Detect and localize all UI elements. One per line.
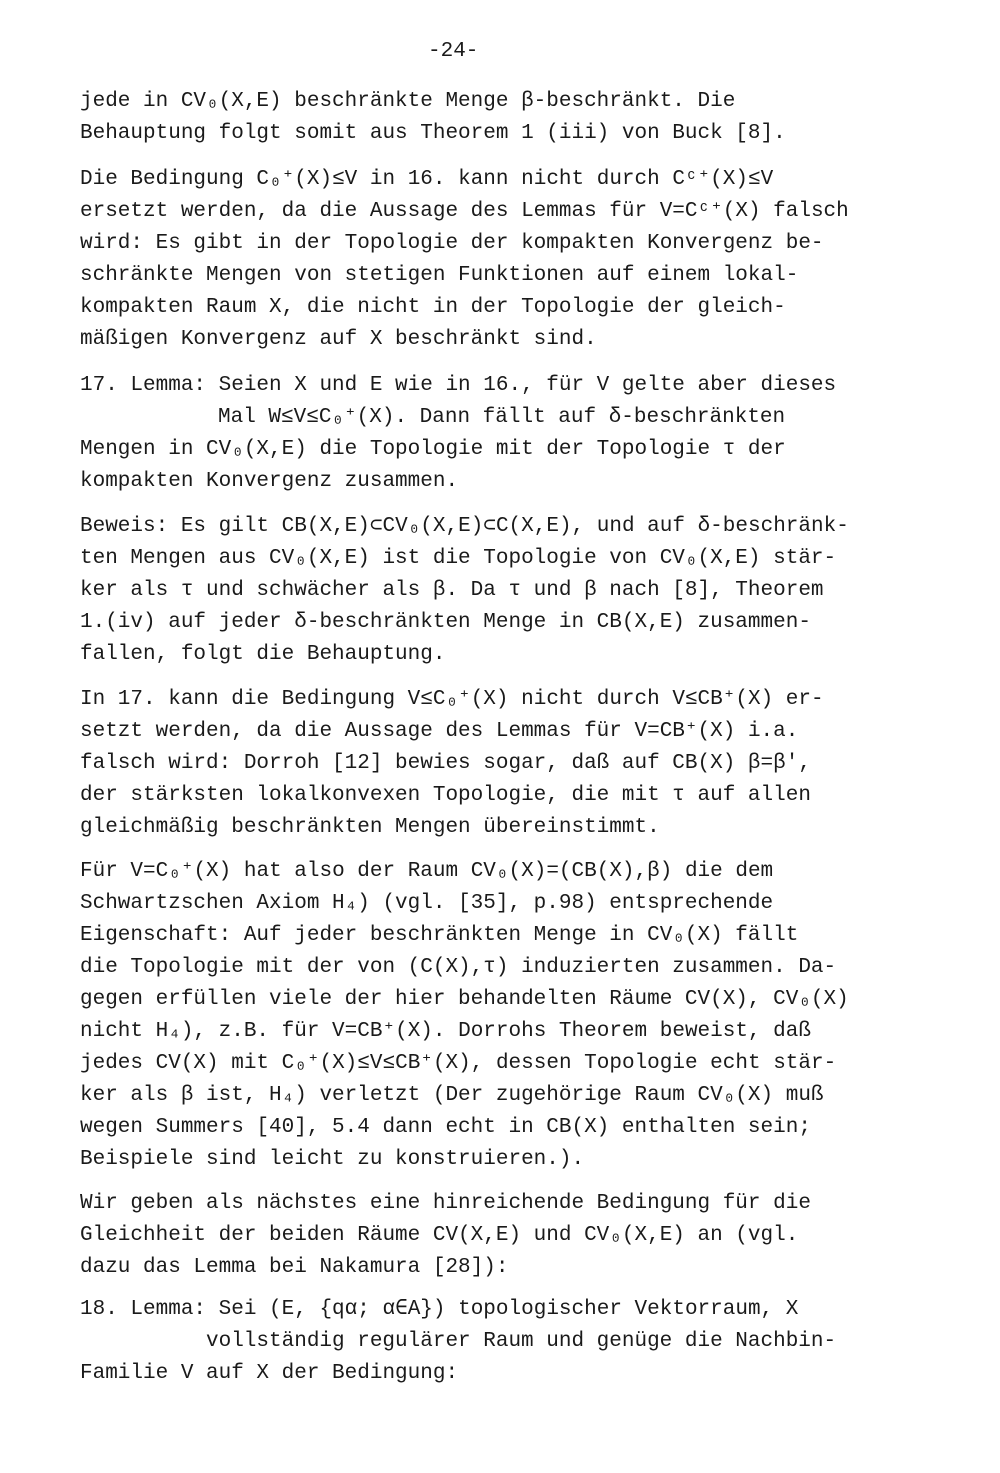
text-line: falsch wird: Dorroh [12] bewies sogar, daß auf CB(X) β=β', — [80, 752, 811, 775]
text-line: Eigenschaft: Auf jeder beschränkten Menge in CV₀(X) fällt — [80, 924, 799, 947]
text-line: wegen Summers [40], 5.4 dann echt in CB(X) enthalten sein; — [80, 1116, 811, 1139]
text-line: Wir geben als nächstes eine hinreichende Bedingung für die — [80, 1192, 811, 1215]
text-line: ersetzt werden, da die Aussage des Lemmas für V=Cᶜ⁺(X) falsch — [80, 200, 849, 223]
text-line: Beispiele sind leicht zu konstruieren.). — [80, 1148, 585, 1171]
proof-line: Beweis: Es gilt CB(X,E)⊂CV₀(X,E)⊂C(X,E), und auf δ-beschränk- — [80, 515, 849, 538]
text-line: wird: Es gibt in der Topologie der kompakten Konvergenz be- — [80, 232, 824, 255]
lemma-18-heading: 18. Lemma: Sei (E, {qα; α∈A}) topologischer Vektorraum, X — [80, 1298, 799, 1321]
text-line: ker als β ist, H₄) verletzt (Der zugehörige Raum CV₀(X) muß — [80, 1084, 824, 1107]
text-line: kompakten Konvergenz zusammen. — [80, 470, 459, 493]
text-line: der stärksten lokalkonvexen Topologie, die mit τ auf allen — [80, 784, 811, 807]
text-line: vollständig regulärer Raum und genüge die Nachbin- — [206, 1330, 837, 1353]
text-line: gegen erfüllen viele der hier behandelten Räume CV(X), CV₀(X) — [80, 988, 849, 1011]
text-line: kompakten Raum X, die nicht in der Topologie der gleich- — [80, 296, 786, 319]
text-line: fallen, folgt die Behauptung. — [80, 643, 446, 666]
text-line: jedes CV(X) mit C₀⁺(X)≤V≤CB⁺(X), dessen Topologie echt stär- — [80, 1052, 837, 1075]
text-line: ten Mengen aus CV₀(X,E) ist die Topologie von CV₀(X,E) stär- — [80, 547, 837, 570]
text-line: ker als τ und schwächer als β. Da τ und β nach [8], Theorem — [80, 579, 824, 602]
text-line: Familie V auf X der Bedingung: — [80, 1362, 459, 1385]
text-line: die Topologie mit der von (C(X),τ) induzierten zusammen. Da- — [80, 956, 837, 979]
page-number: -24- — [428, 40, 479, 63]
text-line: 1.(iv) auf jeder δ-beschränkten Menge in CB(X,E) zusammen- — [80, 611, 811, 634]
text-line: gleichmäßig beschränkten Mengen übereinstimmt. — [80, 816, 660, 839]
lemma-17-heading: 17. Lemma: Seien X und E wie in 16., für V gelte aber dieses — [80, 374, 837, 397]
text-line: Behauptung folgt somit aus Theorem 1 (iii) von Buck [8]. — [80, 122, 786, 145]
text-line: Gleichheit der beiden Räume CV(X,E) und CV₀(X,E) an (vgl. — [80, 1224, 799, 1247]
text-line: Die Bedingung C₀⁺(X)≤V in 16. kann nicht durch Cᶜ⁺(X)≤V — [80, 168, 774, 191]
text-line: nicht H₄), z.B. für V=CB⁺(X). Dorrohs Theorem beweist, daß — [80, 1020, 811, 1043]
text-line: Schwartzschen Axiom H₄) (vgl. [35], p.98) entsprechende — [80, 892, 774, 915]
text-line: setzt werden, da die Aussage des Lemmas für V=CB⁺(X) i.a. — [80, 720, 799, 743]
text-line: Mal W≤V≤C₀⁺(X). Dann fällt auf δ-beschränkten — [218, 406, 786, 429]
text-line: mäßigen Konvergenz auf X beschränkt sind. — [80, 328, 597, 351]
text-line: In 17. kann die Bedingung V≤C₀⁺(X) nicht durch V≤CB⁺(X) er- — [80, 688, 824, 711]
text-line: dazu das Lemma bei Nakamura [28]): — [80, 1256, 509, 1279]
text-line: jede in CV₀(X,E) beschränkte Menge β-beschränkt. Die — [80, 90, 736, 113]
text-line: Für V=C₀⁺(X) hat also der Raum CV₀(X)=(CB(X),β) die dem — [80, 860, 774, 883]
text-line: schränkte Mengen von stetigen Funktionen auf einem lokal- — [80, 264, 799, 287]
text-line: Mengen in CV₀(X,E) die Topologie mit der Topologie τ der — [80, 438, 786, 461]
